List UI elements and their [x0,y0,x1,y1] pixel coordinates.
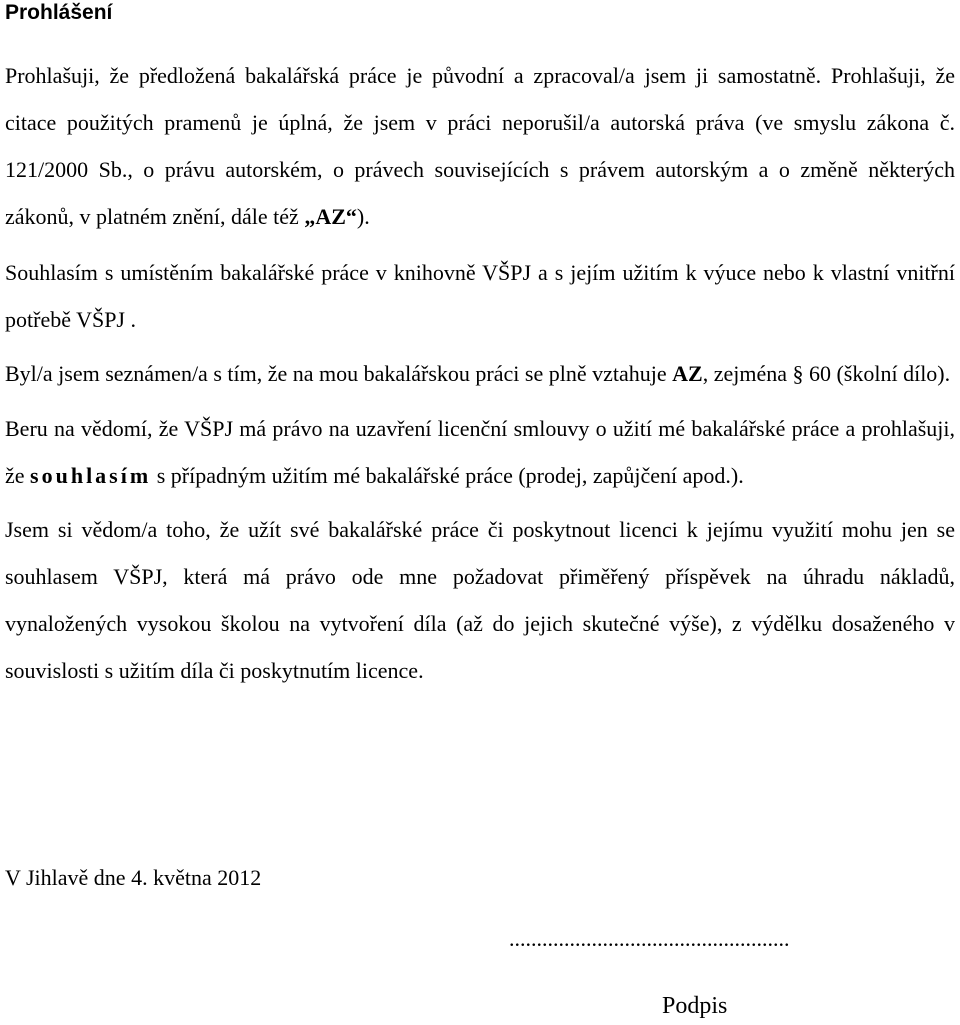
page-title: Prohlášení [5,1,113,24]
declaration-paragraph-license [5,405,955,499]
signature-line: ................................................... [509,926,790,951]
az-abbreviation: AZ [672,361,703,386]
paragraph-text: Prohlašuji, že předložená bakalářská práce je původní a zpracoval/a jsem ji samostatně. Prohlašuji, že citace použitých pramenů je úplná, že jsem v práci neporušil/a autorská práva (ve smyslu zákona č. 121/2000 Sb., o právu autorském, o právech souvisejících s právem autorským a o změně některých zákonů, v platném znění, dále též [5,63,955,229]
declaration-paragraph-az [5,350,955,397]
signature-label: Podpis [662,993,728,1019]
consent-emphasis: souhlasím [30,463,152,488]
paragraph-text-end: , zejména § 60 (školní dílo). [702,361,951,386]
az-abbreviation: „AZ“ [304,204,357,229]
paragraph-text: Beru na vědomí, že VŠPJ má právo na uzavření licenční smlouvy o užití mé bakalářské práce a prohlašuji, že [5,416,955,488]
declaration-paragraph-library: Souhlasím s umístěním bakalářské práce v knihovně VŠPJ a s jejím užitím k výuce nebo k vlastní vnitřní potřebě VŠPJ . [5,260,955,332]
paragraph-text-end: s případným užitím mé bakalářské práce (prodej, zapůjčení apod.). [151,463,744,488]
declaration-paragraph-usage: Jsem si vědom/a toho, že užít své bakalářské práce či poskytnout licenci k jejímu využití mohu jen se souhlasem VŠPJ, která má právo ode mne požadovat přiměřený příspěvek na úhradu nákladů, vynaložených vysokou školou na vytvoření díla (až do jejich skutečné výše), z výdělku dosaženého v souvislosti s užitím díla či poskytnutím licence. [5,517,955,683]
place-and-date: V Jihlavě dne 4. května 2012 [5,865,262,890]
document-page [5,0,955,694]
paragraph-text: Byl/a jsem seznámen/a s tím, že na mou bakalářskou práci se plně vztahuje [5,361,673,386]
paragraph-end: ). [356,204,370,229]
declaration-paragraph-originality [5,52,955,240]
